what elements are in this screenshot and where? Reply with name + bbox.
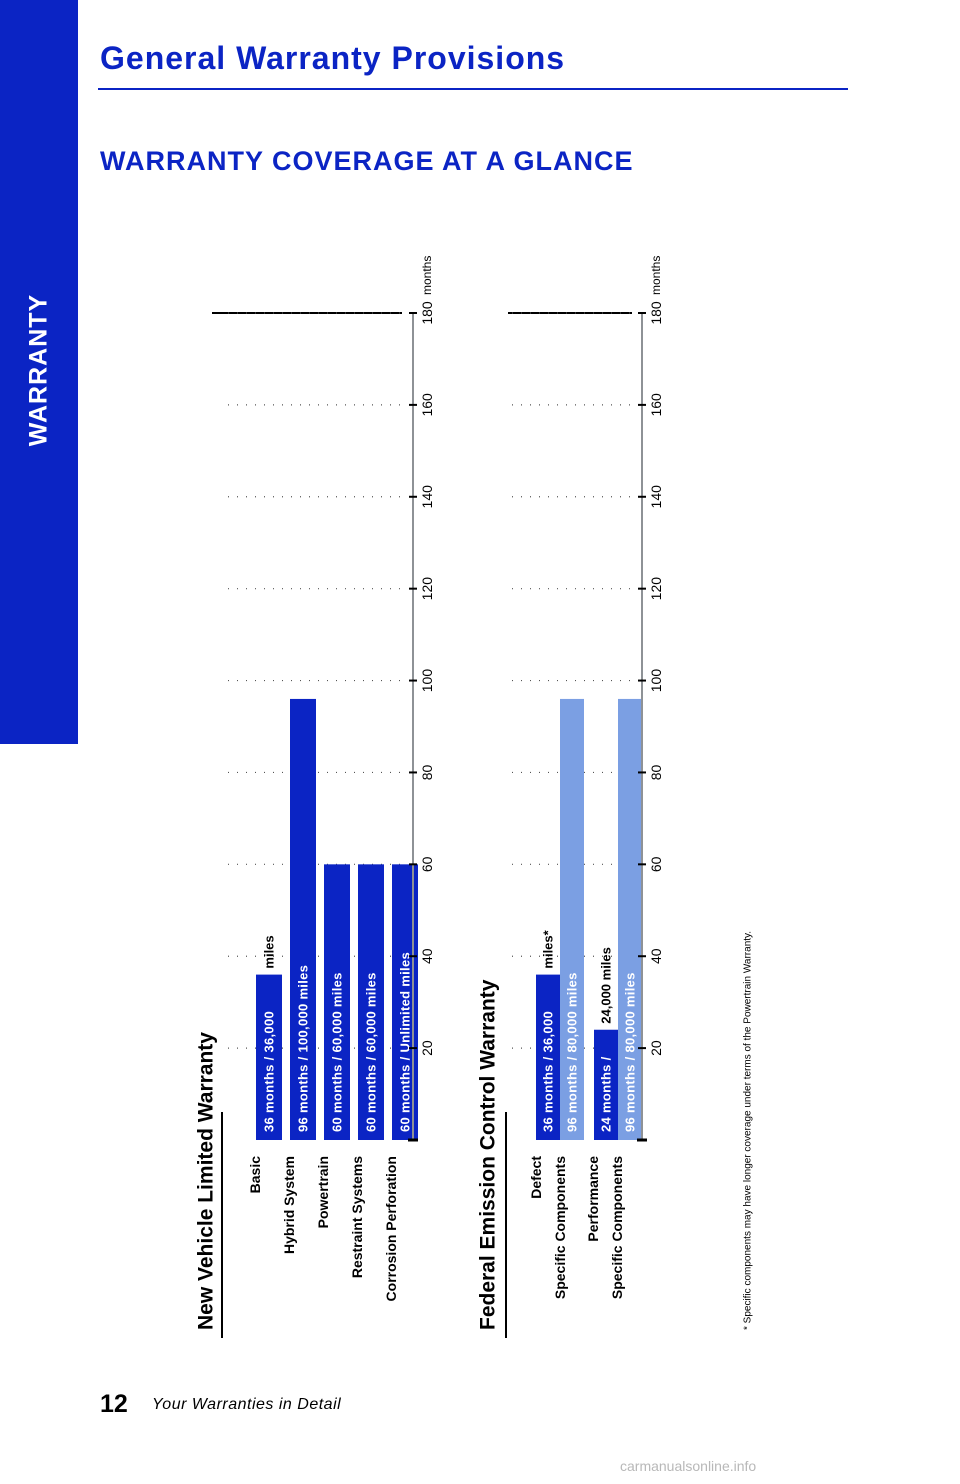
chart1-title: New Vehicle Limited Warranty: [194, 1032, 218, 1330]
chart1-tick-label: 80: [419, 764, 435, 781]
chart1-tick-label: 160: [419, 393, 435, 417]
chart2-bar-suffix: miles*: [540, 930, 556, 969]
chart2-tick-label: 140: [648, 485, 664, 509]
chart2-tick-label: 40: [648, 948, 664, 965]
chart2-bar-label: 96 months / 80,000 miles: [622, 972, 638, 1132]
chart1-category-label: Restraint Systems: [349, 1156, 365, 1279]
chart1-axis-unit: months: [420, 255, 434, 295]
chart2-tick-label: 20: [648, 1040, 664, 1056]
chart2-category-label: Specific Components: [552, 1156, 568, 1300]
chart2-axis-unit: months: [649, 255, 663, 295]
chart1-tick-label: 60: [419, 856, 435, 873]
page-number: 12: [100, 1390, 128, 1418]
chart1-tick-label: 20: [419, 1040, 435, 1056]
chart1-category-label: Basic: [247, 1156, 263, 1194]
chart2-tick-label: 60: [648, 856, 664, 873]
chart1-bar-label: 96 months / 100,000 miles: [295, 964, 311, 1132]
chart2-tick-label: 100: [648, 668, 664, 693]
chart1-tick-label: 140: [419, 485, 435, 509]
chart1-category-label: Corrosion Perforation: [383, 1156, 399, 1302]
chart1-tick-label: 40: [419, 948, 435, 965]
chart1-bar-label: 60 months / 60,000 miles: [363, 972, 379, 1132]
chart1-tick-label: 180: [419, 301, 435, 325]
chart1-bar-label: 60 months / Unlimited miles: [397, 951, 413, 1132]
chart2-title: Federal Emission Control Warranty: [476, 979, 500, 1330]
chart2-tick-label: 80: [648, 764, 664, 781]
chart1-category-label: Hybrid System: [281, 1156, 297, 1255]
page-header-title: General Warranty Provisions: [100, 40, 566, 76]
footnote: * Specific components may have longer coverage under terms of the Powertrain Warranty.: [742, 930, 754, 1330]
chart2-bar-suffix: 24,000 miles: [598, 947, 614, 1024]
chart2-bar-label: 24 months /: [598, 1056, 614, 1132]
chart1-bar-label: 60 months / 60,000 miles: [329, 972, 345, 1132]
chart2-tick-label: 120: [648, 576, 664, 601]
chart2-category-label: Performance: [585, 1156, 601, 1242]
watermark: carmanualsonline.info: [620, 1458, 757, 1474]
chart2-category-label: Defect: [528, 1156, 544, 1199]
chart1-tick-label: 120: [419, 576, 435, 601]
chart2-tick-label: 180: [648, 301, 664, 325]
chart2-tick-label: 160: [648, 393, 664, 417]
chart1-bar-label: 36 months / 36,000: [261, 1010, 277, 1132]
chart1-bar-suffix: miles: [261, 935, 277, 969]
chart1-category-label: Powertrain: [315, 1156, 331, 1229]
chart1-tick-label: 100: [419, 668, 435, 693]
side-tab-label: WARRANTY: [24, 293, 53, 447]
footer-text: Your Warranties in Detail: [152, 1396, 342, 1413]
chart2-bar-label: 36 months / 36,000: [540, 1010, 556, 1132]
chart2-category-label: Specific Components: [609, 1156, 625, 1300]
chart2-bar-label: 96 months / 80,000 miles: [564, 972, 580, 1132]
section-title: WARRANTY COVERAGE AT A GLANCE: [100, 146, 634, 176]
